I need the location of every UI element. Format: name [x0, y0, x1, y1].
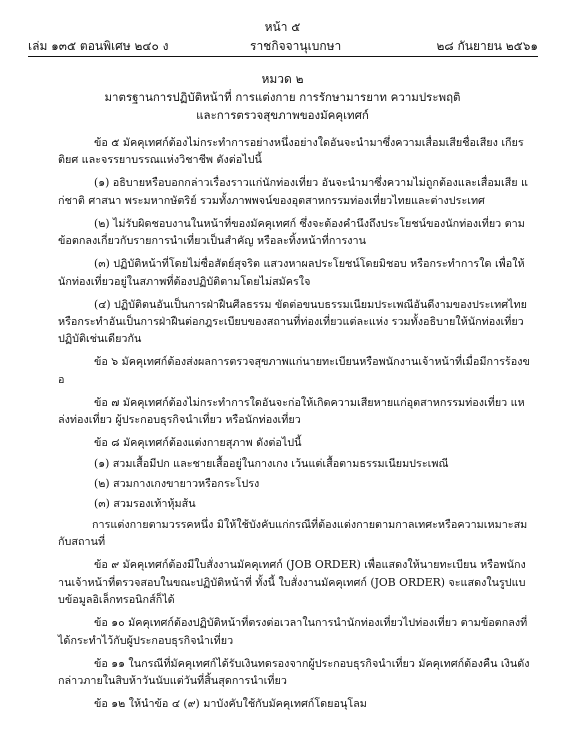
clause-8: ข้อ ๘ มัคคุเทศก์ต้องแต่งกายสุภาพ ดังต่อไปนี้: [94, 436, 302, 450]
clause-5-item-4: (๔) ปฏิบัติตนอันเป็นการฝ่าฝืนศีลธรรม ขัดต่อขนบธรรมเนียมประเพณีอันดีงามของประเทศไทย หรือกระทำอันเป็นการฝ่าฝืนต่อกฎระเบียบของสถานที่ท่องเที่ยวแต่ละแห่ง รวมทั้งอธิบายให้นักท่องเที่ยว ปฏิบัติเช่นเดียวกัน: [58, 297, 527, 346]
clause-8-item-1: (๑) สวมเสื้อมีปก และชายเสื้ออยู่ในกางเกง เว้นแต่เสื้อตามธรรมเนียมประเพณี: [94, 456, 449, 470]
publication-date: ๒๘ กันยายน ๒๕๖๑: [436, 39, 538, 53]
document-body: [58, 134, 530, 718]
clause-5: ข้อ ๕ มัคคุเทศก์ต้องไม่กระทำการอย่างหนึ่งอย่างใดอันจะนำมาซึ่งความเสื่อมเสียชื่อเสียง เกียรติยศ และจรรยาบรรณแห่งวิชาชีพ ดังต่อไปนี้: [58, 136, 524, 167]
clause-5-item-2: (๒) ไม่รับผิดชอบงานในหน้าที่ของมัคคุเทศก์ ซึ่งจะต้องคำนึงถึงประโยชน์ของนักท่องเที่ยว ตามข้อตกลงเกี่ยวกับรายการนำเที่ยวเป็นสำคัญ หรือละทิ้งหน้าที่การงาน: [58, 216, 525, 248]
clause-8-item-2: (๒) สวมกางเกงขายาวหรือกระโปรง: [94, 477, 260, 491]
page-number: หน้า ๕: [264, 20, 301, 34]
publication-name: ราชกิจจานุเบกษา: [250, 39, 342, 53]
clause-12: ข้อ ๑๒ ให้นำข้อ ๔ (๙) มาบังคับใช้กับมัคคุเทศก์โดยอนุโลม: [94, 696, 367, 710]
chapter-title-line: และการตรวจสุขภาพของมัคคุเทศก์: [196, 108, 369, 122]
clause-6: ข้อ ๖ มัคคุเทศก์ต้องส่งผลการตรวจสุขภาพแก่นายทะเบียนหรือพนักงานเจ้าหน้าที่เมื่อมีการร้องขอ: [58, 355, 530, 386]
clause-8-item-3: (๓) สวมรองเท้าหุ้มส้น: [94, 497, 196, 511]
chapter-heading: หมวด ๒: [261, 72, 304, 86]
clause-8-paragraph-2: การแต่งกายตามวรรคหนึ่ง มิให้ใช้บังคับแก่กรณีที่ต้องแต่งกายตามกาลเทศะหรือความเหมาะสม กับสถานที่: [58, 517, 528, 549]
clause-7: ข้อ ๗ มัคคุเทศก์ต้องไม่กระทำการใดอันจะก่อให้เกิดความเสียหายแก่อุตสาหกรรมท่องเที่ยว แหล่งท่องเที่ยว ผู้ประกอบธุรกิจนำเที่ยว หรือนักท่องเที่ยว: [58, 395, 525, 427]
chapter-title-line: มาตรฐานการปฏิบัติหน้าที่ การแต่งกาย การรักษามารยาท ความประพฤติ: [104, 90, 461, 104]
clause-10: ข้อ ๑๐ มัคคุเทศก์ต้องปฏิบัติหน้าที่ตรงต่อเวลาในการนำนักท่องเที่ยวไปท่องเที่ยว ตามข้อตกลงที่ได้กระทำไว้กับผู้ประกอบธุรกิจนำเที่ยว: [58, 616, 528, 647]
chapter-title: [0, 88, 565, 124]
clause-5-item-1: (๑) อธิบายหรือบอกกล่าวเรื่องราวแก่นักท่องเที่ยว อันจะนำมาซึ่งความไม่ถูกต้องและเสื่อมเสีย แก่ชาติ ศาสนา พระมหากษัตริย์ รวมทั้งภาพพจน์ของอุตสาหกรรมท่องเที่ยวไทยและต่างประเทศ: [58, 176, 528, 207]
volume-issue: เล่ม ๑๓๕ ตอนพิเศษ ๒๔๐ ง: [28, 39, 169, 53]
clause-9: ข้อ ๙ มัคคุเทศก์ต้องมีใบสั่งงานมัคคุเทศก์ (JOB ORDER) เพื่อแสดงให้นายทะเบียน หรือพนักงานเจ้าหน้าที่ตรวจสอบในขณะปฏิบัติหน้าที่ ทั้งนี้ ใบสั่งงานมัคคุเทศก์ (JOB ORDER) จะแสดงในรูปแบบข้อมูลอิเล็กทรอนิกส์ก็ได้: [58, 558, 526, 607]
header-divider: [28, 56, 538, 57]
clause-11: ข้อ ๑๑ ในกรณีที่มัคคุเทศก์ได้รับเงินทดรองจากผู้ประกอบธุรกิจนำเที่ยว มัคคุเทศก์ต้องคืน เงินดังกล่าวภายในสิบห้าวันนับแต่วันที่สิ้นสุดการนำเที่ยว: [58, 656, 530, 687]
clause-5-item-3: (๓) ปฏิบัติหน้าที่โดยไม่ซื่อสัตย์สุจริต แสวงหาผลประโยชน์โดยมิชอบ หรือกระทำการใด เพื่อให้นักท่องเที่ยวอยู่ในสภาพที่ต้องปฏิบัติตามโดยไม่สมัครใจ: [58, 257, 525, 288]
gazette-header: [28, 37, 538, 55]
